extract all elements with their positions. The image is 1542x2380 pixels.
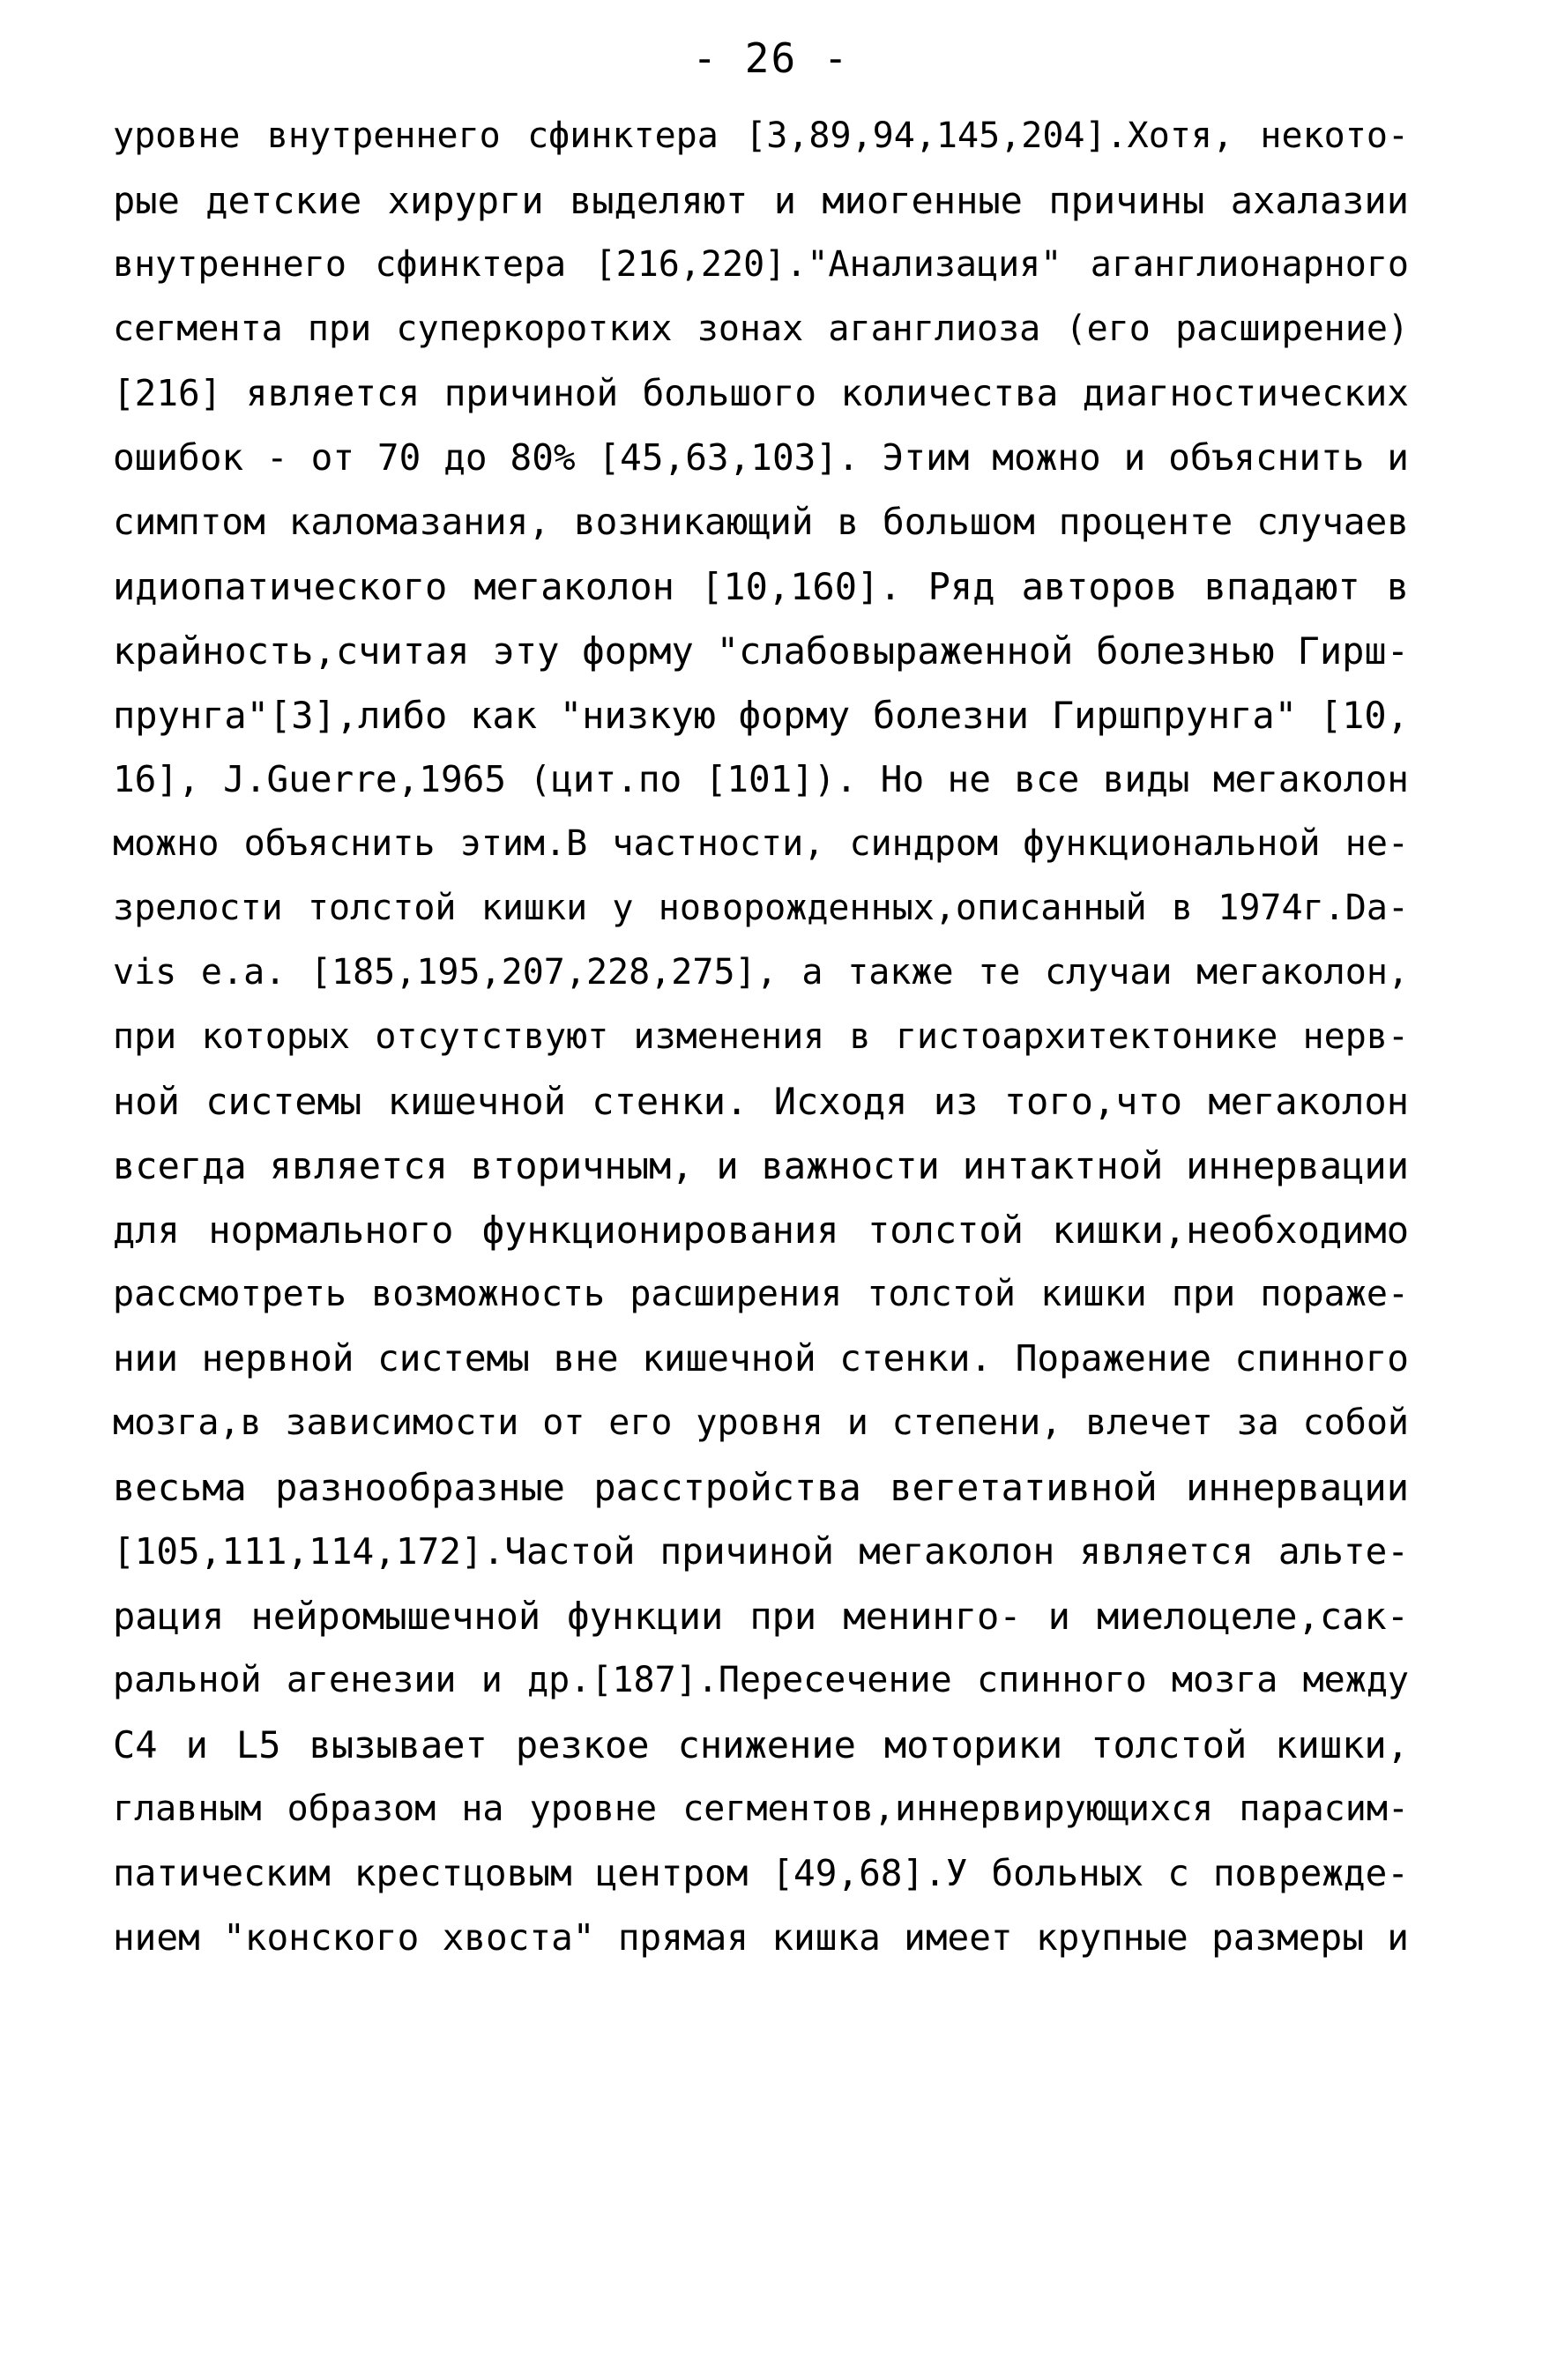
text-line: всегда является вторичным, и важности интактной иннервации	[113, 1144, 1409, 1187]
text-line: внутреннего сфинктера [216,220]."Анализация" аганглионарного	[113, 244, 1409, 285]
text-line: [105,111,114,172].Частой причиной мегаколон является альте-	[113, 1530, 1409, 1573]
text-line: нии нервной системы вне кишечной стенки. Поражение спинного	[113, 1337, 1409, 1380]
text-line: C4 и L5 вызывает резкое снижение моторики толстой кишки,	[113, 1723, 1409, 1766]
text-line: симптом каломазания, возникающий в большом проценте случаев	[113, 501, 1409, 543]
text-line: ральной агенезии и др.[187].Пересечение спинного мозга между	[113, 1660, 1409, 1700]
text-line: [216] является причиной большого количества диагностических	[113, 372, 1409, 414]
text-line: ошибок - от 70 до 80% [45,63,103]. Этим можно и объяснить и	[113, 436, 1409, 479]
text-line: для нормального функционирования толстой кишки,необходимо	[113, 1209, 1409, 1252]
text-line: рассмотреть возможность расширения толстой кишки при пораже-	[113, 1274, 1409, 1314]
text-line: идиопатического мегаколон [10,160]. Ряд авторов впадают в	[113, 565, 1409, 608]
text-line: весьма разнообразные расстройства вегетативной иннервации	[113, 1466, 1409, 1509]
text-line: прунга"[3],либо как "низкую форму болезни Гиршпрунга" [10,	[113, 694, 1409, 737]
text-line: главным образом на уровне сегментов,иннервирующихся парасим-	[113, 1789, 1409, 1829]
text-line: при которых отсутствуют изменения в гистоархитектонике нерв-	[113, 1016, 1409, 1057]
text-line: мозга,в зависимости от его уровня и степени, влечет за собой	[113, 1402, 1409, 1443]
text-line: можно объяснить этим.В частности, синдром функциональной не-	[113, 823, 1409, 864]
text-line: рые детские хирурги выделяют и миогенные причины ахалазии	[113, 179, 1409, 222]
text-line: патическим крестцовым центром [49,68].У больных с поврежде-	[113, 1852, 1409, 1894]
text-line: vis e.a. [185,195,207,228,275], а также те случаи мегаколон,	[113, 952, 1409, 993]
page-number: - 26 -	[692, 34, 850, 82]
text-line: уровне внутреннего сфинктера [3,89,94,145,204].Хотя, некото-	[113, 115, 1409, 156]
text-line: зрелости толстой кишки у новорожденных,описанный в 1974г.Da-	[113, 888, 1409, 928]
text-line: 16], J.Guerre,1965 (цит.по [101]). Но не все виды мегаколон	[113, 758, 1409, 800]
text-line: сегмента при суперкоротких зонах аганглиоза (его расширение)	[113, 309, 1409, 349]
text-line: крайность,считая эту форму "слабовыраженной болезнью Гирш-	[113, 629, 1409, 673]
text-line: нием "конского хвоста" прямая кишка имеет крупные размеры и	[113, 1916, 1409, 1959]
text-line: рация нейромышечной функции при менинго- и миелоцеле,сак-	[113, 1595, 1409, 1638]
body-text	[113, 104, 1409, 1970]
text-line: ной системы кишечной стенки. Исходя из того,что мегаколон	[113, 1080, 1409, 1123]
